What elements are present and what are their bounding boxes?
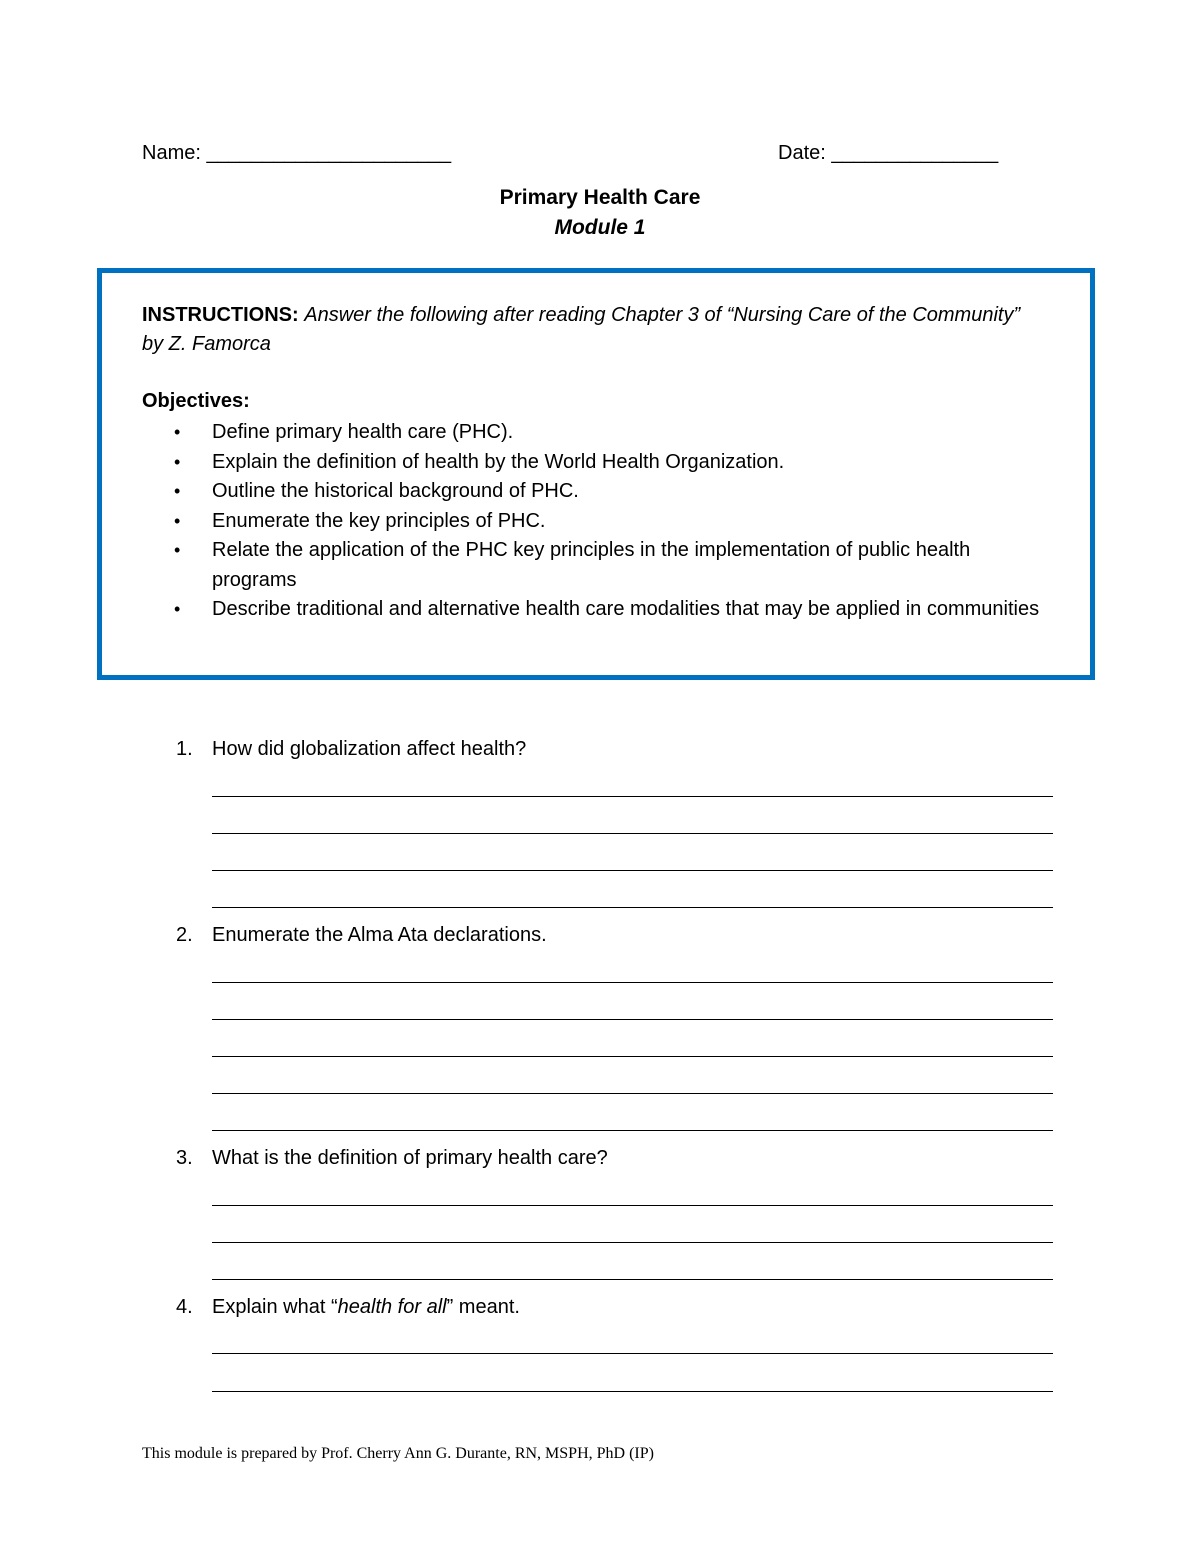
bullet-icon: • [174, 481, 181, 501]
objective-text: Outline the historical background of PHC. [212, 480, 579, 502]
question-number: 4. [176, 1296, 193, 1318]
objective-text: Enumerate the key principles of PHC. [212, 509, 546, 532]
objectives-heading: Objectives: [142, 390, 250, 412]
objective-item [142, 477, 1042, 507]
objective-item [142, 507, 1042, 537]
question-number: 3. [176, 1147, 193, 1169]
bullet-icon: • [174, 540, 181, 560]
instructions-text: Answer the following after reading Chapter 3 of “Nursing Care of the Community” by Z. Famorca [142, 304, 1021, 355]
question-number: 1. [176, 738, 193, 760]
question-text: What is the definition of primary health care? [212, 1147, 608, 1169]
answer-line[interactable] [212, 907, 1053, 908]
instructions-box [97, 268, 1095, 680]
objective-item [142, 418, 1042, 448]
header-row [0, 142, 1200, 168]
answer-line[interactable] [212, 833, 1053, 834]
question-text [212, 1296, 520, 1319]
question-text-before: Explain what “ [212, 1296, 338, 1318]
footer-credit: This module is prepared by Prof. Cherry Ann G. Durante, RN, MSPH, PhD (IP) [142, 1445, 654, 1462]
answer-line[interactable] [212, 1056, 1053, 1057]
bullet-icon: • [174, 599, 181, 619]
answer-line[interactable] [212, 1353, 1053, 1354]
answer-line[interactable] [212, 1391, 1053, 1392]
question-number: 2. [176, 924, 193, 946]
page-subtitle: Module 1 [554, 216, 646, 239]
bullet-icon: • [174, 451, 181, 472]
question-text: Enumerate the Alma Ata declarations. [212, 924, 547, 946]
answer-line[interactable] [212, 1205, 1053, 1206]
objectives-list [142, 418, 1042, 625]
answer-line[interactable] [212, 1279, 1053, 1280]
bullet-icon: • [174, 422, 181, 442]
answer-line[interactable] [212, 982, 1053, 983]
objective-text: Explain the definition of health by the World Health Organization. [212, 450, 785, 473]
instructions-paragraph [142, 301, 1042, 359]
answer-line[interactable] [212, 1019, 1053, 1020]
name-field[interactable]: Name: ______________________ [142, 142, 452, 164]
instructions-label: INSTRUCTIONS: [142, 304, 299, 326]
question-text: How did globalization affect health? [212, 738, 527, 760]
objective-item [142, 448, 1042, 478]
answer-line[interactable] [212, 870, 1053, 871]
objective-text: Describe traditional and alternative health care modalities that may be applied in communities [212, 598, 1040, 620]
objective-item [142, 595, 1042, 625]
instructions-content [142, 301, 1042, 625]
question-text-after: ” meant. [446, 1296, 520, 1318]
bullet-icon: • [174, 510, 181, 531]
date-field[interactable]: Date: _______________ [778, 142, 999, 164]
objective-text: Relate the application of the PHC key principles in the implementation of public health programs [212, 539, 971, 591]
page-title: Primary Health Care [499, 186, 701, 209]
answer-line[interactable] [212, 796, 1053, 797]
objective-text: Define primary health care (PHC). [212, 421, 514, 443]
answer-line[interactable] [212, 1093, 1053, 1094]
objective-item [142, 536, 1042, 595]
question-text-italic: health for all [337, 1296, 447, 1318]
answer-line[interactable] [212, 1242, 1053, 1243]
answer-line[interactable] [212, 1130, 1053, 1131]
